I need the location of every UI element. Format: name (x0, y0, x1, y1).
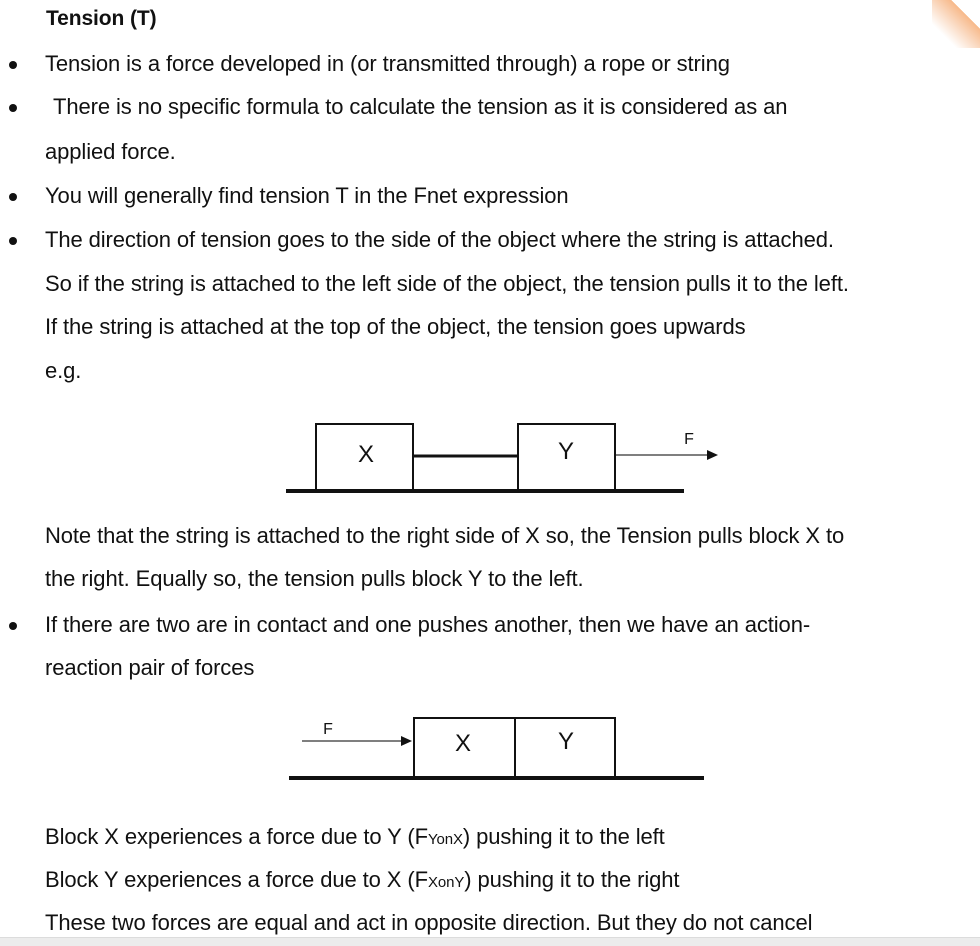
text-run: ) pushing it to the right (464, 867, 680, 892)
paragraph-line: Note that the string is attached to the right side of X so, the Tension pulls block X to (45, 523, 845, 548)
ground-surface (289, 776, 704, 780)
subscript: XonY (427, 874, 465, 891)
force-label: F (684, 431, 694, 448)
paragraph-line (45, 867, 679, 896)
block-x-label: X (357, 441, 375, 468)
text-run: Block X experiences a force due to Y (F (45, 824, 428, 849)
block-y-label: Y (557, 438, 575, 465)
paragraph-line: You will generally find tension T in the Fnet expression (45, 183, 569, 208)
paragraph-line: If the string is attached at the top of the object, the tension goes upwards (45, 314, 746, 339)
paragraph-line: These two forces are equal and act in opposite direction. But they do not cancel (45, 910, 813, 935)
paragraph-line: The direction of tension goes to the side of the object where the string is attached. (45, 227, 834, 252)
force-label: F (323, 721, 333, 738)
paragraph-line: So if the string is attached to the left side of the object, the tension pulls it to the left. (45, 271, 849, 296)
paragraph-line: Tension is a force developed in (or transmitted through) a rope or string (45, 51, 730, 76)
paragraph-line: applied force. (45, 139, 176, 164)
section-heading: Tension (T) (46, 7, 157, 30)
arrow-head-icon (401, 736, 412, 746)
paragraph-line: the right. Equally so, the tension pulls block Y to the left. (45, 566, 584, 591)
block-y-label: Y (557, 728, 575, 755)
text-run: ) pushing it to the left (462, 824, 665, 849)
subscript: YonX (427, 831, 463, 848)
text-run: Block Y experiences a force due to X (F (45, 867, 428, 892)
paragraph-line: If there are two are in contact and one pushes another, then we have an action- (45, 612, 811, 637)
block-x-label: X (454, 730, 472, 757)
paragraph-line (45, 824, 665, 853)
paragraph-line: reaction pair of forces (45, 655, 255, 680)
paragraph-line: e.g. (45, 358, 82, 383)
paragraph-line: There is no specific formula to calculate the tension as it is considered as an (53, 94, 788, 119)
